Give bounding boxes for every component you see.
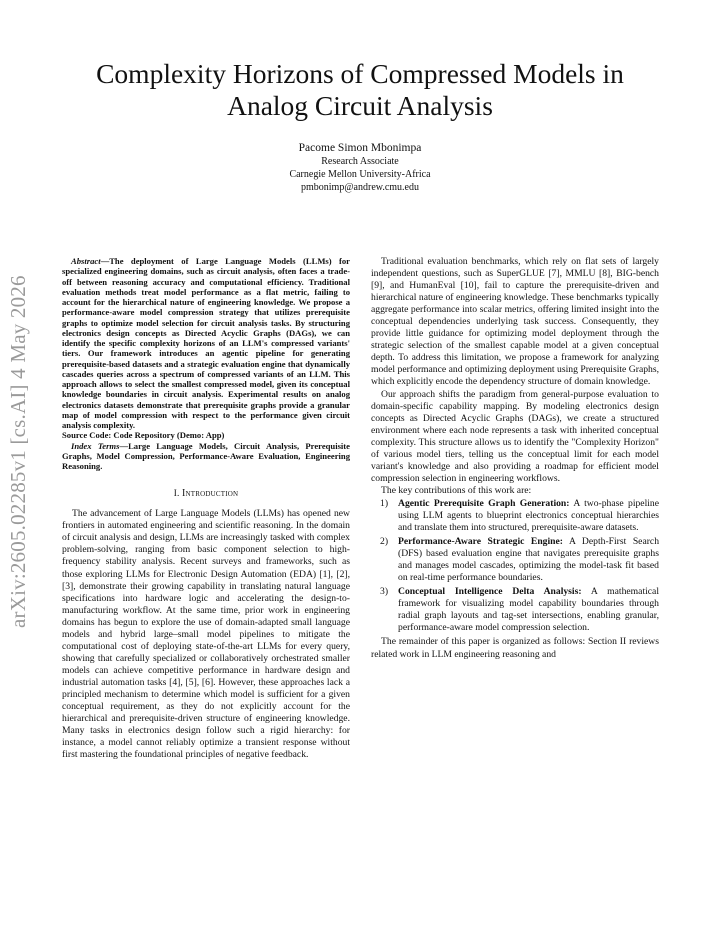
abstract: [62, 256, 350, 430]
abstract-separator: —: [100, 256, 110, 266]
intro-paragraph-3: Our approach shifts the paradigm from general-purpose evaluation to domain-specific capability mapping. By modeling electronics design concepts as Directed Acyclic Graphs (DAGs), we create a structured environment where each node represents a task with inherited conceptual complexity. This structure allows us to identify the "Complexity Horizon" of various model tiers, telling us the conceptual limit for each model variant's knowledge and also providing a roadmap for efficient model compression selection in engineering workflows.: [371, 388, 659, 484]
contribution-title: Conceptual Intelligence Delta Analysis:: [398, 586, 582, 598]
paper-title: Complexity Horizons of Compressed Models in Analog Circuit Analysis: [96, 58, 624, 121]
index-terms: [62, 441, 350, 472]
index-terms-separator: —: [119, 440, 129, 451]
author-name: Pacome Simon Mbonimpa: [298, 142, 422, 154]
contribution-number: 3): [380, 586, 389, 598]
section-number: I.: [173, 488, 180, 499]
right-column: [371, 256, 659, 661]
abstract-label: Abstract: [71, 256, 101, 266]
author-position: Research Associate: [321, 156, 399, 167]
contribution-number: 2): [380, 536, 389, 548]
abstract-text: The deployment of Large Language Models (LLMs) for specialized engineering domains, such as circuit analysis, often faces a trade-off between reasoning accuracy and computational efficiency. Traditional evaluation methods treat model performance as a flat metric, failing to account for the hierarchical nature of engineering knowledge. We propose a performance-aware model compression strategy that utilizes prerequisite graphs to optimize model selection for circuit analysis tasks. By structuring electronics design concepts as Directed Acyclic Graphs (DAGs), we can identify the specific complexity horizons of an LLM's compressed variants' tiers. Our framework introduces an agentic pipeline for generating prerequisite-based datasets and a strategic evaluation engine that dynamically cascades queries across a spectrum of compressed variants of an LLM. This approach allows to select the smallest compressed model, given its conceptual knowledge boundaries in circuit analysis. Experimental results on analog electronics datasets demonstrate that prerequisite graphs provide a granular map of model compression with respect to the performance given circuit analysis complexity.: [62, 256, 350, 430]
contribution-item: [371, 586, 659, 634]
source-code-line: Source Code: Code Repository (Demo: App): [62, 430, 225, 441]
contribution-text: A mathematical framework for visualizing model capability boundaries through radial graph layouts and tag-set intersections, enabling granular, performance-aware model compression selection.: [398, 586, 660, 634]
author-affiliation: Carnegie Mellon University-Africa: [289, 169, 431, 180]
left-column: [62, 256, 350, 761]
arxiv-identifier-stamp: arXiv:2605.02285v1 [cs.AI] 4 May 2026: [6, 275, 30, 628]
outline-paragraph: The remainder of this paper is organized as follows: Section II reviews related work in LLM engineering reasoning and: [371, 636, 659, 660]
contribution-title: Agentic Prerequisite Graph Generation:: [398, 497, 570, 509]
contribution-text: A two-phase pipeline using LLM agents to blueprint electronics conceptual hierarchies and translate them into structured, prerequisite-aware datasets.: [398, 497, 660, 534]
contribution-item: [371, 498, 659, 534]
section-heading-introduction: [62, 487, 350, 500]
intro-paragraph-1: The advancement of Large Language Models (LLMs) has opened new frontiers in automated engineering and scientific reasoning. In the domain of circuit analysis and design, LLMs are increasingly tasked with complex problem-solving, ranging from basic component selection to high-frequency stability analysis. Recent surveys and frameworks, such as those exploring LLMs for Electronic Design Automation (EDA) [1], [2], [3], demonstrate their growing capability in translating natural language specifications into hardware logic and accelerating the design-to-manufacturing workflow. At the same time, prior work in engineering domains has begun to explore the use of domain-adapted small language models and hybrid large–small model pipelines to mitigate the computational cost of deploying state-of-the-art LLMs for every query, showing that carefully specialized or collaboratively orchestrated smaller models can achieve competitive performance in hardware design and industrial automation tasks [4], [5], [6]. However, these approaches lack a principled mechanism to determine which model is sufficient for a given conceptual requirement, as they do not explicitly account for the hierarchical and prerequisite-driven structure of engineering knowledge. Many tasks in electronics design follow such a rigid hierarchy: for instance, a model cannot reliably optimize a transient response without first mastering the foundational principles of negative feedback.: [62, 508, 350, 761]
index-terms-text: Large Language Models, Circuit Analysis, Prerequisite Graphs, Model Compression, Performance-Aware Evaluation, Engineering Reasoning.: [62, 440, 350, 471]
contribution-item: [371, 536, 659, 584]
index-terms-label: Index Terms: [71, 440, 120, 451]
contribution-text: A Depth-First Search (DFS) based evaluation engine that navigates prerequisite graphs and manages model cascades, optimizing the model-task fit based on real-time performance boundaries.: [398, 536, 660, 584]
contribution-title: Performance-Aware Strategic Engine:: [398, 536, 564, 548]
author-email: pmbonimp@andrew.cmu.edu: [301, 182, 419, 193]
intro-paragraph-2: Traditional evaluation benchmarks, which rely on flat sets of largely independent questions, such as SuperGLUE [7], MMLU [8], BIG-bench [9], and HumanEval [10], fail to capture the prerequisite-driven and hierarchical nature of engineering knowledge. These benchmarks typically aggregate performance into scalar metrics, offering limited insight into the conceptual dependencies underlying task success. Consequently, they provide little guidance for optimizing model deployment through the strategic selection of the smallest capable model at a given conceptual depth. To address this limitation, we propose a framework for analyzing model performance and optimizing deployment using Prerequisite Graphs, which explicitly encode the dependency structure of domain knowledge.: [371, 256, 659, 388]
author-block: [160, 141, 560, 194]
contributions-intro: The key contributions of this work are:: [381, 484, 532, 496]
contributions-list: [371, 498, 659, 635]
section-title: Introduction: [181, 488, 239, 500]
contribution-number: 1): [380, 497, 389, 509]
